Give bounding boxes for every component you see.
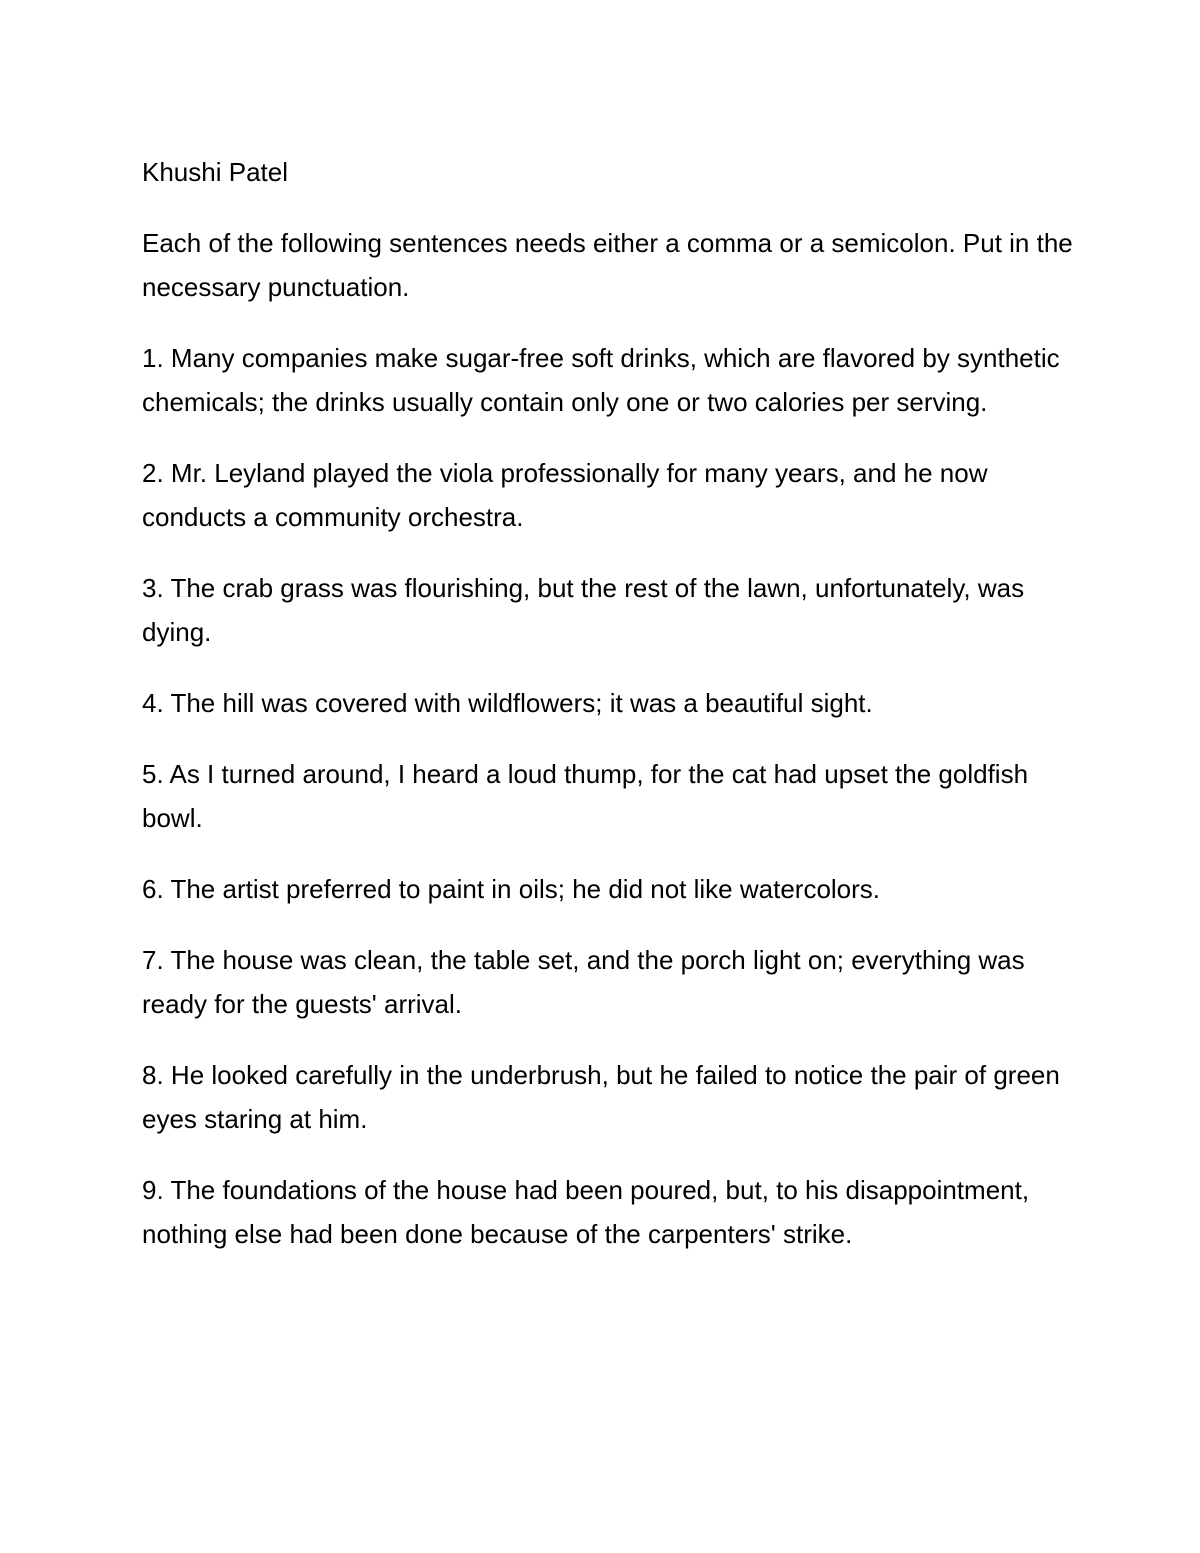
sentence-item	[142, 566, 1082, 654]
sentence-item	[142, 752, 1082, 840]
sentence-item	[142, 1168, 1082, 1256]
sentence-item	[142, 451, 1082, 539]
sentence-number: 7.	[142, 945, 164, 975]
sentence-text: As I turned around, I heard a loud thump, for the cat had upset the goldfish bowl.	[142, 759, 1029, 833]
sentence-number: 3.	[142, 573, 164, 603]
sentence-number: 9.	[142, 1175, 164, 1205]
sentence-item	[142, 1053, 1082, 1141]
sentence-number: 6.	[142, 874, 164, 904]
sentence-text: The foundations of the house had been poured, but, to his disappointment, nothing else had been done because of the carpenters' strike.	[142, 1175, 1030, 1249]
sentence-text: Mr. Leyland played the viola professionally for many years, and he now conducts a community orchestra.	[142, 458, 988, 532]
sentence-number: 8.	[142, 1060, 164, 1090]
document-body	[142, 150, 1082, 1283]
sentence-number: 5.	[142, 759, 164, 789]
sentence-item	[142, 681, 1082, 725]
sentence-text: The hill was covered with wildflowers; it was a beautiful sight.	[170, 688, 873, 718]
sentence-item	[142, 867, 1082, 911]
sentence-text: Many companies make sugar-free soft drinks, which are flavored by synthetic chemicals; the drinks usually contain only one or two calories per serving.	[142, 343, 1060, 417]
instructions: Each of the following sentences needs either a comma or a semicolon. Put in the necessary punctuation.	[142, 228, 1073, 302]
sentence-text: The crab grass was flourishing, but the rest of the lawn, unfortunately, was dying.	[142, 573, 1025, 647]
sentence-item	[142, 938, 1082, 1026]
sentence-item	[142, 336, 1082, 424]
sentence-number: 1.	[142, 343, 164, 373]
sentence-number: 2.	[142, 458, 164, 488]
sentence-text: The artist preferred to paint in oils; he did not like watercolors.	[170, 874, 881, 904]
author-name: Khushi Patel	[142, 157, 288, 187]
sentence-number: 4.	[142, 688, 164, 718]
sentence-text: The house was clean, the table set, and the porch light on; everything was ready for the guests' arrival.	[142, 945, 1025, 1019]
sentence-text: He looked carefully in the underbrush, but he failed to notice the pair of green eyes staring at him.	[142, 1060, 1060, 1134]
